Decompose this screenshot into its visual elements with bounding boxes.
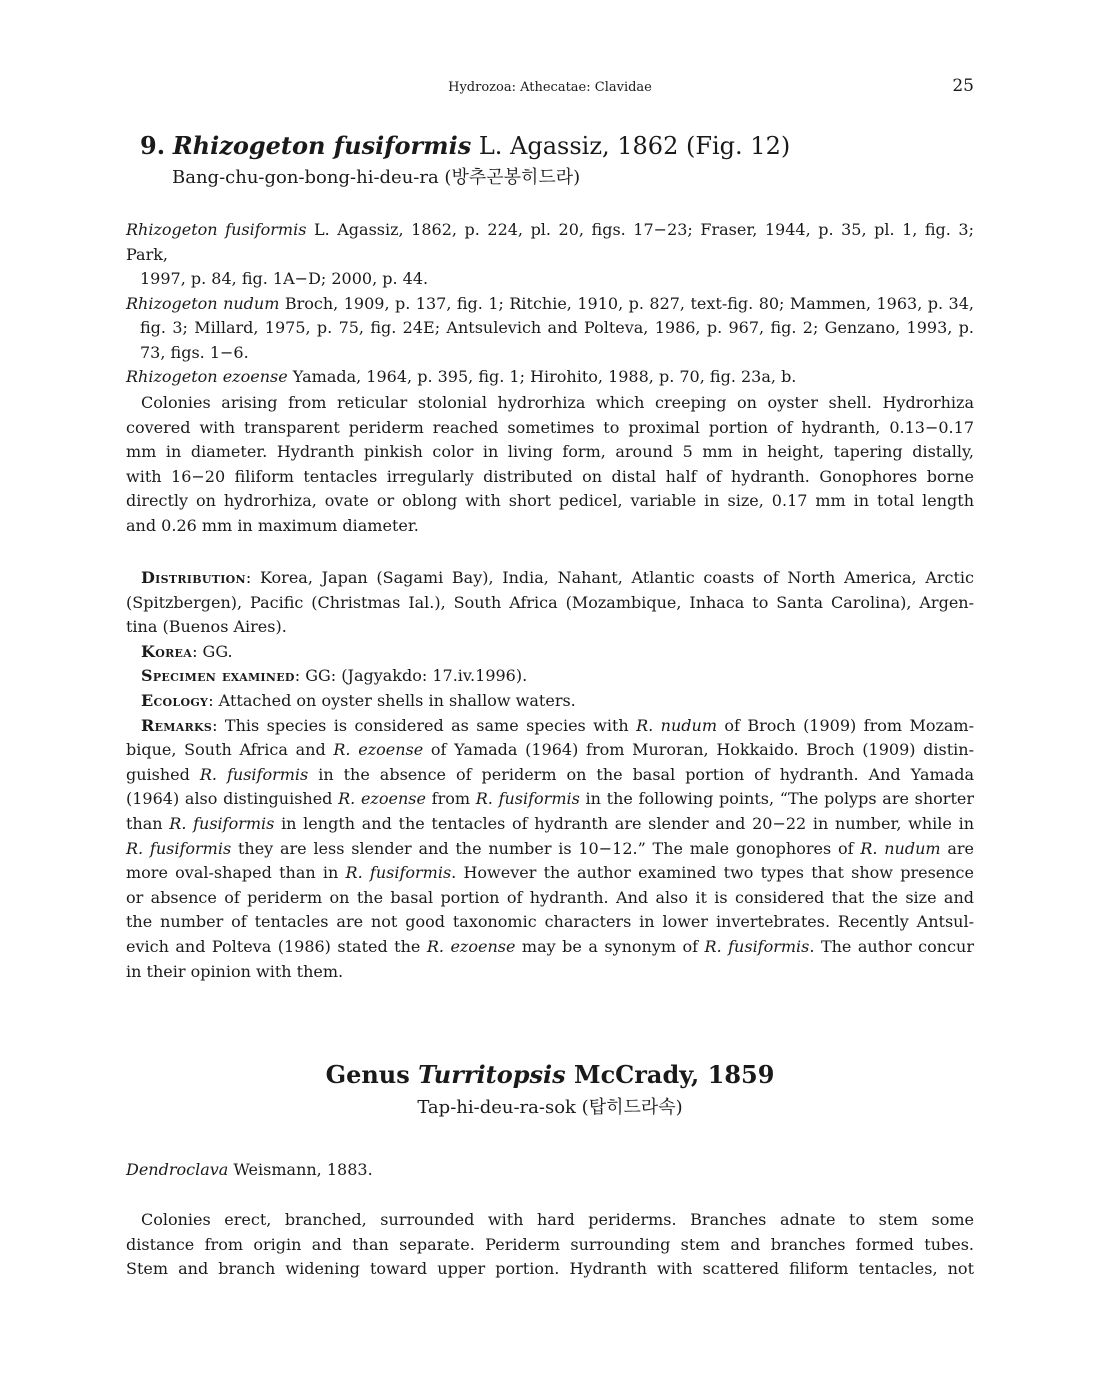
- genus-description-paragraph: Colonies erect, branched, surrounded with hard periderms. Branches adnate to stem some distance from origin and than separate. Periderm surrounding stem and branches formed tubes. Stem and branch widening toward upper portion. Hydranth with scattered filiform tentacles, not: [126, 1210, 974, 1279]
- ecology-line: Ecology: Attached on oyster shells in shallow waters.: [141, 690, 576, 710]
- synonym-entry: Rhizogeton ezoense Yamada, 1964, p. 395, fig. 1; Hirohito, 1988, p. 70, fig. 23a, b.: [126, 367, 797, 386]
- synonymy-list: Rhizogeton fusiformis L. Agassiz, 1862, p. 224, pl. 20, figs. 17−23; Fraser, 1944, p. 35, pl. 1, fig. 3; Park, 1997, p. 84, fig. 1A−D; 2000, p. 44. Rhizogeton nudum Broch, 1909, p. 137, fig. 1; Ritchie, 1910, p. 827, text-fig. 80; Mammen, 1963, p. 34, fig. 3; Millard, 1975, p. 75, fig. 24E; Antsulevich and Polteva, 1986, p. 967, fig. 2; Genzano, 1993, p. 73, figs. 1−6. Rhizogeton ezoense Yamada, 1964, p. 395, fig. 1; Hirohito, 1988, p. 70, fig. 23a, b.: [126, 218, 974, 390]
- ecology-label: Ecology: [141, 690, 209, 710]
- running-title: Hydrozoa: Athecatae: Clavidae: [448, 80, 652, 95]
- details-section: Distribution: Korea, Japan (Sagami Bay), India, Nahant, Atlantic coasts of North America, Arctic (Spitzbergen), Pacific (Christmas Ial.), South Africa (Mozambique, Inhaca to Santa Carolina), Argen- tina (Buenos Aires). Korea: GG. Specimen examined: GG: (Jagyakdo: 17.iv.1996). Ecology: Attached on oyster shells in shallow waters. Remarks: This species is considered as same species with R. nudum of Broch (1909) from Mozam- bique, South Africa and R. ezoense of Yamada (1964) from Muroran, Hokkaido. Broch (1909) distin- guished R. fusiformis in the absence of periderm on the basal portion of hydranth. And Yamada (1964) also distinguished R. ezoense from R. fusiformis in the following points, “The polyps are shorter than R. fusiformis in length and the tentacles of hydranth are slender and 20−22 in number, while in R. fusiformis they are less slender and the number is 10−12.” The male gonophores of R. nudum are more oval-shaped than in R. fusiformis. However the author examined two types that show presence or absence of periderm on the basal portion of hydranth. And also it is considered that the size and the number of tentacles are not good taxonomic characters in lower invertebrates. Recently Antsul- evich and Polteva (1986) stated the R. ezoense may be a synonym of R. fusiformis. The author concur in their opinion with them.: [126, 568, 975, 981]
- genus-title: Genus Turritopsis McCrady, 1859: [325, 1060, 775, 1089]
- species-number: 9.: [140, 131, 166, 160]
- synonym-name: Rhizogeton ezoense: [126, 367, 288, 386]
- remarks-label: Remarks: [141, 715, 213, 735]
- specimen-label: Specimen examined: [141, 666, 295, 686]
- species-fig-ref: (Fig. 12): [685, 132, 791, 160]
- page-number: 25: [952, 76, 974, 96]
- running-header: [126, 76, 974, 98]
- genus-synonym-name: Dendroclava: [126, 1160, 229, 1179]
- species-korean-name: Bang-chu-gon-bong-hi-deu-ra (방추곤봉히드라): [172, 167, 581, 188]
- species-name: Rhizogeton fusiformis: [172, 131, 472, 160]
- korea-label: Korea: [141, 641, 193, 661]
- remarks-line: Remarks: This species is considered as same species with R. nudum of Broch (1909) from Mozam-: [141, 715, 975, 735]
- description-paragraph: Colonies arising from reticular stolonial hydrorhiza which creeping on oyster shell. Hydrorhiza covered with transparent periderm reached sometimes to proximal portion of hydranth, 0.13−0.17 mm in diameter. Hydranth pinkish color in living form, around 5 mm in height, tapering distally, with 16−20 filiform tentacles irregularly distributed on distal half of hydranth. Gonophores borne directly on hydrorhiza, ovate or oblong with short pedicel, variable in size, 0.17 mm in total length and 0.26 mm in maximum diameter.: [126, 393, 974, 535]
- korea-line: Korea: GG.: [141, 641, 233, 661]
- synonym-name: Rhizogeton fusiformis: [126, 220, 307, 239]
- genus-korean-name: Tap-hi-deu-ra-sok (탑히드라속): [417, 1097, 683, 1118]
- species-title: [140, 131, 790, 161]
- synonym-entry: Rhizogeton fusiformis L. Agassiz, 1862, p. 224, pl. 20, figs. 17−23; Fraser, 1944, p. 35, pl. 1, fig. 3; Park,: [126, 220, 974, 264]
- distribution-label: Distribution: [141, 568, 246, 587]
- synonym-entry: Rhizogeton nudum Broch, 1909, p. 137, fig. 1; Ritchie, 1910, p. 827, text-fig. 80; Mammen, 1963, p. 34,: [126, 293, 974, 313]
- synonym-name: Rhizogeton nudum: [126, 293, 280, 313]
- specimen-line: Specimen examined: GG: (Jagyakdo: 17.iv.1996).: [141, 666, 528, 686]
- species-authority: L. Agassiz, 1862: [478, 132, 679, 160]
- distribution-line: Distribution: Korea, Japan (Sagami Bay), India, Nahant, Atlantic coasts of North America, Arctic: [141, 568, 974, 587]
- genus-synonym: Dendroclava Weismann, 1883.: [126, 1160, 373, 1179]
- genus-name: Turritopsis: [418, 1060, 566, 1089]
